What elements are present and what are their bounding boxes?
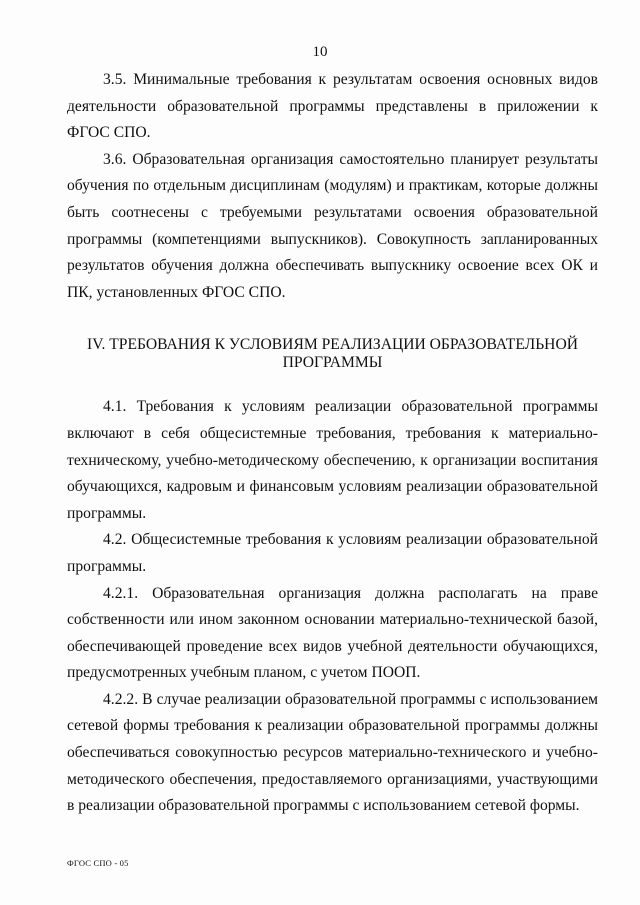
footer-label: ФГОС СПО - 05 — [67, 858, 129, 868]
document-body — [67, 67, 598, 820]
section-spacer — [67, 306, 598, 336]
paragraph-4-2: 4.2. Общесистемные требования к условиям реализации образовательной программы. — [67, 531, 598, 575]
paragraph-4-2-2: 4.2.2. В случае реализации образовательной программы с использованием сетевой формы требования к реализации образовательной программы должны обеспечиваться совокупностью ресурсов материально-технического и учебно-методического обеспечения, предоставляемого организациями, участвующими в реализации образовательной программы с использованием сетевой формы. — [67, 690, 598, 815]
paragraph-3-5: 3.5. Минимальные требования к результатам освоения основных видов деятельности образовательной программы представлены в приложении к ФГОС СПО. — [67, 71, 598, 142]
page-number: 10 — [312, 44, 328, 60]
paragraph-4-2-1: 4.2.1. Образовательная организация должна располагать на праве собственности или ином законном основании материально-технической базой, обеспечивающей проведение всех видов учебной деятельности обучающихся, предусмотренных учебным планом, с учетом ПООП. — [67, 584, 598, 682]
paragraph-4-1: 4.1. Требования к условиям реализации образовательной программы включают в себя общесистемные требования, требования к материально-техническому, учебно-методическому обеспечению, к организации воспитания обучающихся, кадровым и финансовым условиям реализации образовательной программы. — [67, 398, 598, 522]
section-heading: IV. ТРЕБОВАНИЯ К УСЛОВИЯМ РЕАЛИЗАЦИИ ОБРАЗОВАТЕЛЬНОЙ ПРОГРАММЫ — [87, 336, 578, 372]
paragraph-3-6: 3.6. Образовательная организация самостоятельно планирует результаты обучения по отдельным дисциплинам (модулям) и практикам, которые должны быть соотнесены с требуемыми результатами освоения образовательной программы (компетенциями выпускников). Совокупность запланированных результатов обучения должна обеспечивать выпускнику освоение всех ОК и ПК, установленных ФГОС СПО. — [67, 150, 598, 301]
